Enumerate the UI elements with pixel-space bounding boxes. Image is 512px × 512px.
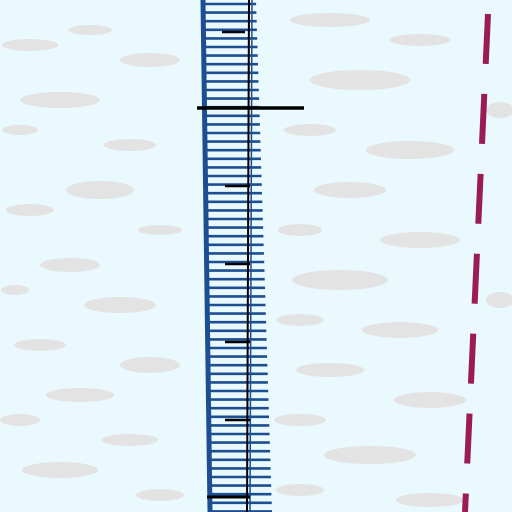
snow-patch [390,34,450,46]
snow-patch [84,297,156,313]
snow-patch [1,285,29,295]
snow-patch [276,484,324,496]
snow-patch [138,225,182,235]
snow-patch [274,414,326,426]
snow-patch [22,462,98,478]
snow-patch [68,25,112,35]
snow-patch [104,139,156,151]
snow-patch [120,53,180,67]
snow-patch [310,70,410,90]
snow-patch [6,204,54,216]
snow-patch [20,92,100,108]
snow-patch [396,493,464,507]
snow-patch [296,363,364,377]
snow-patch [380,232,460,248]
snow-patch [102,434,158,446]
snow-patch [0,414,40,426]
snow-patch [324,446,416,464]
snow-patch [136,489,184,501]
snow-patch [394,392,466,408]
snow-patch [66,181,134,199]
snow-patch [284,124,336,136]
snow-patch [46,388,114,402]
snow-patch [14,339,66,351]
snow-patch [290,13,370,27]
snow-patch [366,141,454,159]
snow-patch [278,224,322,236]
snow-patch [314,182,386,198]
snow-patch [362,322,438,338]
snow-patch [40,258,100,272]
snow-patch [120,357,180,373]
snow-patch [276,314,324,326]
snow-patch [292,270,388,290]
snow-patch [2,39,58,51]
snow-patch [2,125,38,135]
